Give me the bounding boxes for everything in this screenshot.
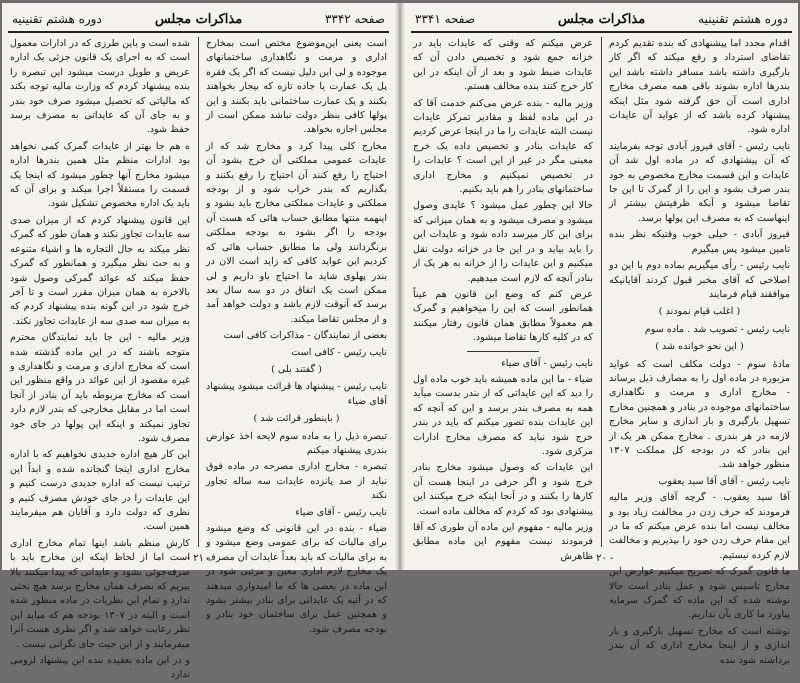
paragraph: مخارج کلی پیدا کرد و مخارج شد که از عایدات عمومی مملکتی آن خرج بشود آن احتیاج را رفع کنند آن احتیاج را رفع بکنند و بگذاریم که بندر خراب شود و از بودجه مملکتی و عایدات مملکتی مخارج باید بشود و اینهمه منتها مطابق حساب هائی که هست آن بودجه را اگر بشود به بودجه مملکتی برنگردانند ولی ما مطابق حساب هائی که کردیم این عواید کافی که زاید است الان در بندر پهلوی شاید ما احتیاج باو داریم و لی ممکن است یک اتفاق در دو سه سال بعد برسد که آنوقت لازم باشد و دولت خواهد آمد و از مجلس تقاضا میکند. (206, 140, 387, 325)
paragraph: تبصره - مخارج اداری مصرحه در ماده فوق نباید از صد پانزده عایدات سه ساله تجاوز نکند (206, 461, 387, 502)
paragraph: ما قانون گمرک که تصریح میکنیم عوارض این مخارج تاسیس شود و عمل بنادر است حالا نوشته شده که این ماده که گمرک سرمایه بیاورد ما کاری بآن نداریم. (609, 566, 790, 621)
paragraph: ضیاء - بنده در این قانونی که وضع میشود برای مالیات که برای عمومی وضع میشود و به برای مالیات که باید بعداً عایدات آن مصرف یک مخارج لازم اداری معین و مرتبی شود در این ماده در بعضی ها که ما امیدواری میدهند که در آتیه یک عایداتی برای بنادر بیشتر بشود و همچنین عمل برای ساختمان خود بنادر و بودجه مصرف شود. (206, 523, 387, 635)
section-divider (467, 351, 539, 352)
paragraph: بعضی از نمایندگان - مذاکرات کافی است (223, 330, 387, 342)
paragraph: نایب رئیس - آقای ضیاء (501, 357, 593, 369)
paragraph: نایب رئیس - آقای آقا سید یعقوب (658, 475, 790, 487)
paragraph: اقدام مجدد اما پیشنهادی که بنده تقدیم کردم تقاضای استرداد و رفع میکند که اگر کار بارگیری داشته باشد مسافر داشته باشد این بندرها اداره بشوند باقی همه مصرف مخارج اداری است آن حق گرفته شود مثل اینکه پیشنهاد کرده باشد که از عواید آن عایدات اداره شود. (609, 38, 790, 136)
left-page-number: صفحه ۳۳۴۲ (324, 12, 385, 26)
right-running-title: مذاکرات مجلس (557, 12, 646, 27)
paragraph: نایب رئیس - آقای فیروز آبادی توجه بفرمایند که آن پیشنهادی که در ماده اول شد آن عایدات و این قسمت مخارج مخصوص به خود بندر صرف بشود و این را از گمرک تا این جا تقاضا میشود و آنکه ظرفیتش بیشتر از اینهاست که به مصرف این پولها برسد. (609, 140, 790, 224)
parenthetical-note: ( گفتند بلی ) (271, 363, 322, 375)
paragraph: عرض کنم که وضع این قانون هم عیناً همانطور است که این را میخواهیم و گمرک هم معمولاً مطابق همان قانون رفتار میکنند که در کلیه کارها تقاضا میشود. (413, 288, 593, 344)
paragraph: ضیاء - ما این ماده همیشه باید خوب ماده اول را دید که این عایداتی که از بندر بدست میآید همه به مصرف بندر برسد و این که آنچه که این عایدات بنده تصور میکنم که باید در بندر خرج شود نباید که مصرف مخارج ادارات مرکزی شود. (413, 373, 593, 457)
parenthetical-note: ( این نحو خوانده شد ) (655, 341, 744, 353)
paragraph: است یعنی این‌موضوع مختص است بمخارج اداری و مرمت و نگاهداری ساختمانهای موجوده و لی این دلیل نیست که اگر یک فقره پل یک عمارت یا جاده تازه که بیجار بخواهند بکنند و یک عمارت ساختمانی باید بکنند و این پولها کافی بنظر دولت نباشد ممکن است از مجلس اجازه بخواهد. (206, 38, 387, 136)
paragraph: نایب رئیس - آقای ضیاء (295, 506, 387, 518)
paragraph: نوشته است که مخارج تسهیل بارگیری و بار اندازی و از اینجا مخارج اداری که آن بندر برداشته شود بنده (609, 625, 790, 666)
paragraph: وزیر مالیه - این جا باید نمایندگان محترم متوجه باشند که در این ماده گذشته شده است که مخارج اداری و مرمت و نگاهداری و غیره مقصود از این عوائد در واقع منظور این است که مخارج مربوطه باید آن بنادر از آنجا است اما در مقابل مخارجی که بندر لازم دارد تجاوز نمیکند و اینکه این پولها در جای خود مصرف شود. (10, 332, 190, 444)
paragraph: شده است و باین طرزی که در ادارات معمول است که به اجرای یک قانون جزئی یک اداره عریض و طویل درست میشود این تبصره را بنده پیشنهاد کردم که وزارت مالیه توجه بکند که مالیاتی که تحصیل میشود صرف خود بندر و به جای آن که عایداتی به مصرف برسد حفظ شود. (10, 38, 190, 136)
right-folio: - ۲۰ - (589, 553, 614, 564)
paragraph: تبصره ذیل را به ماده سوم لایحه اخذ عوارض بندری پیشنهاد میکنم (206, 430, 387, 456)
right-page-header (411, 9, 792, 33)
paragraph: عرض میکنم که وقتی که عایدات باید در خزانه جمع شود و تخصیص دادن آن که عایدات ضبط شود و بعد از آن اینکه در این کار خرج کنند بنده مخالف هستم. (413, 38, 593, 93)
left-page-left-column (10, 37, 190, 681)
paragraph: ه هم جا بهتر از عایدات گمرک کمی نخواهد بود ادارات منظم مثل همین بندرها اداره میشود مخارج آنها چطور میشود که اینجا یک قسمت را مستقلاً اجرا میکند و برای آن که باید یک اداره مخصوص تشکیل شود. (10, 140, 190, 210)
paragraph: نایب رئیس - رأی میگیریم بماده دوم با این دو اصلاحی که آقای مخبر قبول کردند آقایانیکه موافقند قیام فرمایند (609, 260, 790, 300)
paragraph: مادهٔ سوم - دولت مکلف است که عواید مزبوره در ماده اول را به مصارف ذیل برساند - مخارج اداری و مرمت و نگاهداری ساختمانهای موجوده در بنادر و همچنین مخارج تسهیل بارگیری و بار اندازی و سایر مخارج لازمه در هر بندری . مخارج ممکن هر یک از این بنادر که در بودجه کل مملکت ۱۳۰۷ منظور خواهد شد. (609, 358, 790, 471)
paragraph: این قانون پیشنهاد کردم که از میزان صدی سه عایدات تجاوز نکند و همان طور که گمرک نظر میکند به حال التجاره ها و اشیاء متنوعه و به حث نظر میگیرد و همانطور که گمرک حفظ میکند که عوائد گمرکی وصول شود بالاخره به همان میزان مقرر است و تا آخر خرج شود در این گونه بنده پیشنهاد کردم که به میزان سه صدی سه از عایدات تجاوز نکند. (10, 214, 190, 327)
paragraph: این عایدات که وصول میشود مخارج بنادر خرج شود و اگر حرفی در اینجا هست آن کارها را بکنند و در آنجا اینکه خرج میکنند این پیشنهادی بود که کردم که مخالف ماده است. (413, 462, 593, 517)
right-page-left-column (413, 37, 593, 562)
paragraph: حالا این چطور عمل میشود ؟ عایدی وصول میشود و مصرف میشود و به همان میزانی که برای این کار میرسد داده شود و عایدات این را باید بیاید و در این جا در خزانه دولت نقل میکنیم و این عایدات را از خزانه به هر یک از بنادر آنچه که لازم است میدهیم. (413, 200, 593, 284)
paragraph: کارش منظم باشد اینها تمام مخارج اداری است اما از لحاظ اینکه این مخارج باید با صرفه‌جوئی بشود و عایداتی که پیدا میکنند بالا ببریم که بصرف همان مخارج برسد هیچ بحثی ندارد و تمام این نظریات در ماده منظور شده است و البته در ۱۳۰۷ بودجه هم که میاید این نظر رعایت خواهد شد و اگر نظری هست آنرا میفرمایند و از این حیث جای نگرانی نیست . (10, 537, 190, 650)
parenthetical-note: ( اغلب قیام نمودند ) (658, 306, 741, 318)
left-page-right-column (206, 37, 387, 635)
right-session-label: دوره هشتم تقنینیه (698, 12, 788, 26)
paragraph: وزیر مالیه - مفهوم این ماده آن طوری که آقا فرمودند نیست مفهوم این ماده مطابق ظاهرش (413, 522, 593, 562)
paragraph: و در این ماده بعقیده بنده این پیشنهاد لزومی ندارد (10, 655, 190, 681)
paragraph: این کار هیچ اداره جدیدی نخواهیم که با اداره مخارج اداری اینجا گنجانده شده و ابداً این ترتیب نیست که اداره جدیدی درست کنیم و این عایدات را در جای خودش مصرف کنیم و نظری که دولت دارد و آقایان هم میفرمایند همین است. (10, 449, 190, 533)
paragraph: فیروز آبادی - خیلی خوب وقتیکه نظر بنده تامین میشود پس میگیرم (609, 229, 790, 255)
left-running-title: مذاکرات مجلس (154, 12, 243, 27)
left-session-label: دوره هشتم تقنینیه (12, 12, 102, 26)
left-folio: - ۲۱ - (186, 553, 211, 564)
right-column-rule (601, 37, 602, 547)
right-page-right-column (609, 37, 790, 666)
book-gutter (395, 3, 405, 570)
paragraph: آقا سید یعقوب - گرچه آقای وزیر مالیه فرمودند که حرف زدن در مخالفت زیاد بود و مخالف نیست اما بنده عرض میکنم که ما در این مقام حرف زدن خود را بپذیریم و مخالفت لازم کرده نیستیم. (609, 492, 790, 561)
paragraph: نایب رئیس - تصویب شد . ماده سوم (644, 323, 790, 335)
paragraph: وزیر مالیه - بنده عرض می‌کنم خدمت آقا که در این ماده لفظ و مقادیر تمرکز عایدات نیست البته عایدات را ما در اینجا عرض کردیم که عایدات بنادر و تخصیص داده یک خرج معینی مگر در غیر از این است ؟ عایدات را در تخصیص نمیکنیم و مخارج اداری ساختمانهای بنادر را هم باید بکنیم. (413, 97, 593, 196)
right-page (405, 3, 798, 666)
book-spread (2, 3, 798, 681)
paragraph: نایب رئیس - کافی است (291, 346, 387, 358)
paragraph: نایب رئیس - پیشنهاد ها قرائت میشود پیشنهاد آقای ضیاء (206, 381, 387, 407)
left-page (2, 3, 395, 681)
parenthetical-note: ( باینطور قرائت شد ) (253, 413, 340, 425)
right-page-number: صفحه ۳۳۴۱ (415, 12, 476, 26)
left-page-header (8, 9, 389, 33)
left-column-rule (198, 37, 199, 547)
